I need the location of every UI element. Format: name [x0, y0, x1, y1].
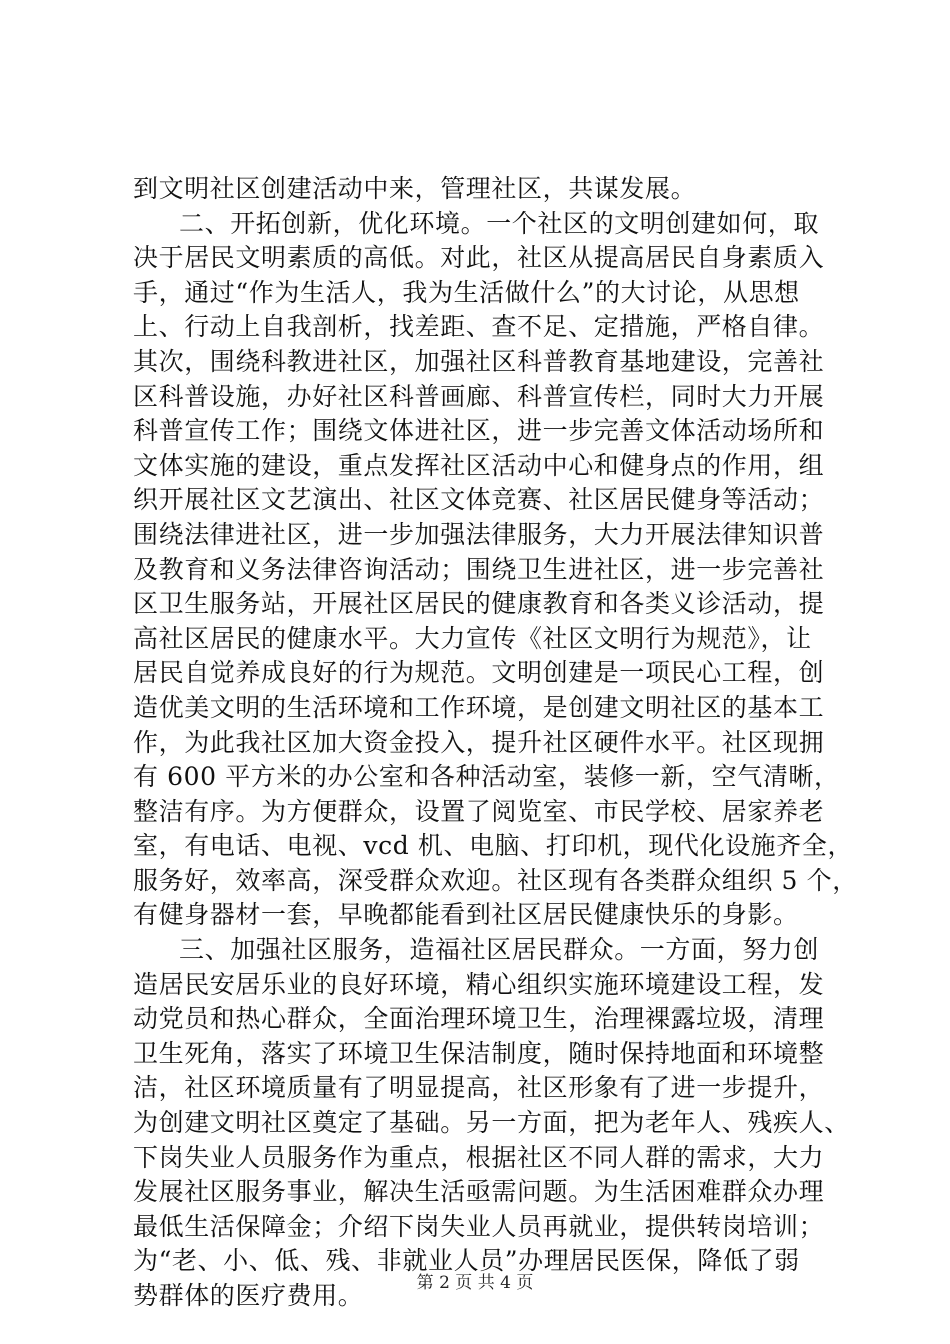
text-line: 为“老、小、低、残、非就业人员”办理居民医保，降低了弱	[133, 1246, 800, 1276]
text-line: 势群体的医疗费用。	[133, 1281, 364, 1310]
text-line: 区卫生服务站，开展社区居民的健康教育和各类义诊活动，提	[133, 589, 825, 619]
text-line: 服务好，效率高，深受群众欢迎。社区现有各类群众组织 5 个，	[133, 865, 858, 895]
text-line: 其次，围绕科教进社区，加强社区科普教育基地建设，完善社	[133, 346, 825, 376]
text-line: 上、行动上自我剖析，找差距、查不足、定措施，严格自律。	[133, 312, 825, 342]
text-line: 科普宣传工作；围绕文体进社区，进一步完善文体活动场所和	[133, 416, 825, 446]
text-line: 造居民安居乐业的良好环境，精心组织实施环境建设工程，发	[133, 969, 825, 999]
text-line: 室，有电话、电视、vcd 机、电脑、打印机，现代化设施齐全，	[133, 831, 854, 861]
text-line: 居民自觉养成良好的行为规范。文明创建是一项民心工程，创	[133, 658, 825, 688]
text-line: 围绕法律进社区，进一步加强法律服务，大力开展法律知识普	[133, 519, 825, 549]
document-body	[133, 172, 858, 1314]
text-line: 到文明社区创建活动中来，管理社区，共谋发展。	[133, 174, 697, 203]
text-line: 文体实施的建设，重点发挥社区活动中心和健身点的作用，组	[133, 450, 825, 480]
paragraph-start: 二、开拓创新，优化环境。一个社区的文明创建如何，取	[179, 208, 820, 238]
text-line: 手，通过“作为生活人，我为生活做什么”的大讨论，从思想	[133, 277, 800, 307]
text-line: 区科普设施，办好社区科普画廊、科普宣传栏，同时大力开展	[133, 381, 825, 411]
text-line: 有 600 平方米的办公室和各种活动室，装修一新，空气清晰，	[133, 762, 840, 792]
text-line: 有健身器材一套，早晚都能看到社区居民健康快乐的身影。	[133, 900, 799, 930]
text-line: 发展社区服务事业，解决生活亟需问题。为生活困难群众办理	[133, 1177, 825, 1207]
text-line: 卫生死角，落实了环境卫生保洁制度，随时保持地面和环境整	[133, 1038, 825, 1068]
text-line: 洁，社区环境质量有了明显提高，社区形象有了进一步提升，	[133, 1073, 825, 1103]
text-line: 织开展社区文艺演出、社区文体竞赛、社区居民健身等活动；	[133, 485, 825, 515]
text-line: 下岗失业人员服务作为重点，根据社区不同人群的需求，大力	[133, 1142, 825, 1172]
text-line: 动党员和热心群众，全面治理环境卫生，治理裸露垃圾，清理	[133, 1004, 825, 1034]
text-line: 造优美文明的生活环境和工作环境，是创建文明社区的基本工	[133, 692, 825, 722]
text-line: 作，为此我社区加大资金投入，提升社区硬件水平。社区现拥	[133, 727, 825, 757]
text-line: 高社区居民的健康水平。大力宣传《社区文明行为规范》，让	[133, 623, 812, 653]
text-line: 整洁有序。为方便群众，设置了阅览室、市民学校、居家养老	[133, 796, 825, 826]
text-line: 最低生活保障金；介绍下岗失业人员再就业，提供转岗培训；	[133, 1211, 825, 1241]
paragraph-start: 三、加强社区服务，造福社区居民群众。一方面，努力创	[179, 935, 820, 965]
text-line: 为创建文明社区奠定了基础。另一方面，把为老年人、残疾人、	[133, 1108, 850, 1138]
text-line: 及教育和义务法律咨询活动；围绕卫生进社区，进一步完善社	[133, 554, 825, 584]
page-number-footer: 第 2 页 共 4 页	[416, 1273, 534, 1293]
text-line: 决于居民文明素质的高低。对此，社区从提高居民自身素质入	[133, 243, 825, 273]
